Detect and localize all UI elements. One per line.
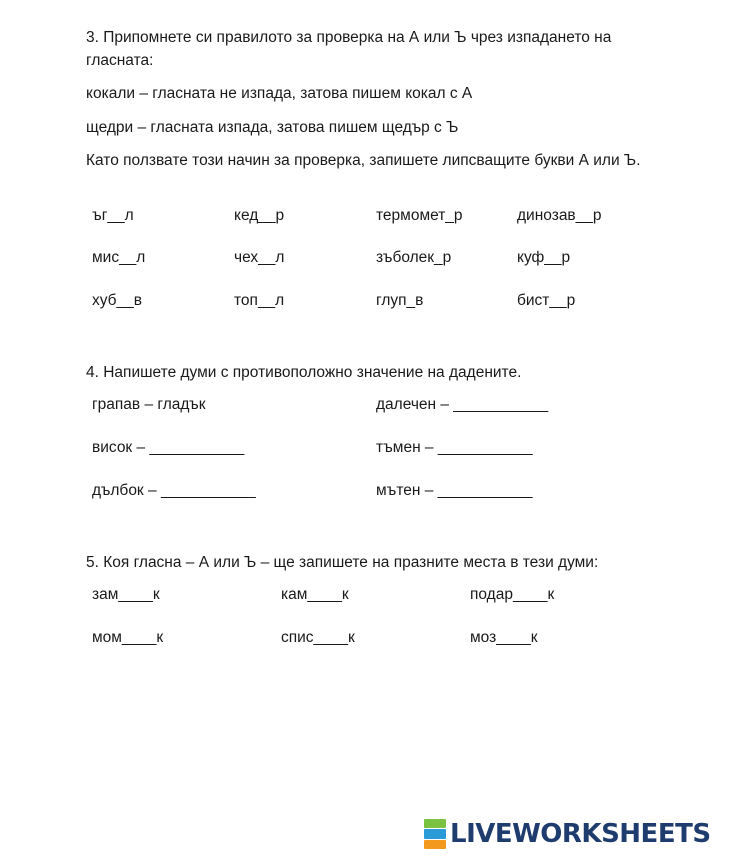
word-item: мом____к <box>92 629 164 646</box>
liveworksheets-logo <box>424 818 711 850</box>
word-item: кед__р <box>234 207 285 224</box>
brand-name: LIVEWORKSHEETS <box>450 819 711 849</box>
antonym-pair: тъмен – ___________ <box>376 439 533 456</box>
word-item: куф__р <box>517 249 571 266</box>
word-item: моз____к <box>470 629 538 646</box>
antonym-pair: висок – ___________ <box>92 439 245 456</box>
section-3-intro: 3. Припомнете си правилото за проверка на А или Ъ чрез изпадането на гласната: <box>86 29 612 69</box>
word-item: зъболек_р <box>376 249 452 266</box>
word-item: хуб__в <box>92 292 143 309</box>
word-item: чех__л <box>234 249 285 266</box>
section-3-task: Като ползвате този начин за проверка, запишете липсващите букви А или Ъ. <box>86 152 641 169</box>
logo-block-green <box>424 819 446 828</box>
word-item: кам____к <box>281 586 349 603</box>
rule-example-2: щедри – гласната изпада, затова пишем щедър с Ъ <box>86 119 459 136</box>
word-item: подар____к <box>470 586 555 603</box>
word-item: динозав__р <box>517 207 602 224</box>
word-item: бист__р <box>517 292 576 309</box>
logo-block-orange <box>424 840 446 849</box>
word-item: зам____к <box>92 586 160 603</box>
word-item: мис__л <box>92 249 146 266</box>
antonym-pair: грапав – гладък <box>92 396 206 413</box>
word-item: топ__л <box>234 292 285 309</box>
antonym-pair: дълбок – ___________ <box>92 482 256 499</box>
word-item: глуп_в <box>376 292 424 309</box>
liveworksheets-logo-icon <box>424 819 446 849</box>
word-item: ъг__л <box>92 207 134 224</box>
logo-block-blue <box>424 829 446 838</box>
word-item: термомет_р <box>376 207 463 224</box>
section-5-title: 5. Коя гласна – А или Ъ – ще запишете на празните места в тези думи: <box>86 554 599 571</box>
section-4-title: 4. Напишете думи с противоположно значение на дадените. <box>86 364 522 381</box>
antonym-pair: далечен – ___________ <box>376 396 549 413</box>
antonym-pair: мътен – ___________ <box>376 482 533 499</box>
rule-example-1: кокали – гласната не изпада, затова пишем кокал с А <box>86 85 473 102</box>
word-item: спис____к <box>281 629 355 646</box>
